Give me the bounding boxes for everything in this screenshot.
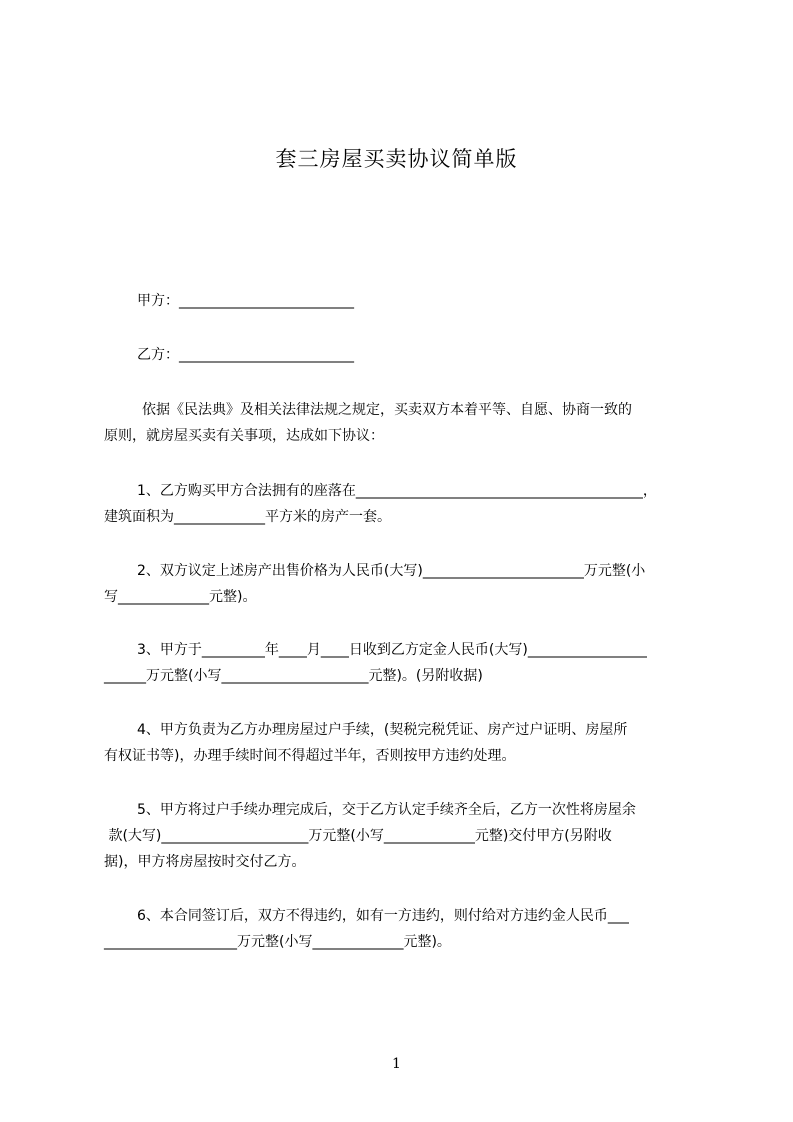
intro-text-2: 原则，就房屋买卖有关事项，达成如下协议： xyxy=(104,428,384,444)
clause-5-text-1: 5、甲方将过户手续办理完成后，交于乙方认定手续齐全后，乙方一次性将房屋余 xyxy=(137,802,636,818)
clause-6-text-1: 6、本合同签订后，双方不得违约，如有一方违约，则付给对方违约金人民币___ xyxy=(137,908,629,924)
intro-text-1: 依据《民法典》及相关法律法规之规定，买卖双方本着平等、自愿、协商一致的 xyxy=(142,402,632,418)
clause-5-text-2: 款(大写)_____________________万元整(小写_____________元整)交付甲方(另附收 xyxy=(104,828,612,844)
clause-4-line-2 xyxy=(0,747,793,801)
clause-3-text-1: 3、甲方于_________年____月____日收到乙方定金人民币(大写)_________________ xyxy=(137,642,647,658)
party-b-text: 乙方：_________________________ xyxy=(137,347,354,363)
clause-4-text-1: 4、甲方负责为乙方办理房屋过户手续，(契税完税凭证、房产过户证明、房屋所 xyxy=(137,722,628,738)
clause-2-text-1: 2、双方议定上述房产出售价格为人民币(大写)_______________________万元整(小 xyxy=(137,563,646,579)
clause-6-line-2 xyxy=(0,933,793,987)
clause-5-line-3 xyxy=(0,853,793,907)
clause-6-text-2: ___________________万元整(小写_____________元整)。 xyxy=(104,934,451,950)
party-a-line xyxy=(0,292,793,346)
clause-1-text-2: 建筑面积为_____________平方米的房产一套。 xyxy=(104,509,391,525)
document-title: 套三房屋买卖协议简单版 xyxy=(275,147,518,171)
clause-5-text-3: 据)，甲方将房屋按时交付乙方。 xyxy=(104,854,306,870)
clause-3-text-2: ______万元整(小写_____________________元整)。(另附收据) xyxy=(104,668,483,684)
clause-1-text-1: 1、乙方购买甲方合法拥有的座落在_________________________________________， xyxy=(137,483,657,499)
party-b-line xyxy=(0,346,793,400)
clause-2-line-2 xyxy=(0,588,793,642)
clause-2-text-2: 写_____________元整)。 xyxy=(104,589,257,605)
party-a-text: 甲方：_________________________ xyxy=(137,293,354,309)
clause-3-line-2 xyxy=(0,667,793,721)
clause-1-line-2 xyxy=(0,508,793,562)
clause-4-text-2: 有权证书等)，办理手续时间不得超过半年，否则按甲方违约处理。 xyxy=(104,748,516,764)
intro-line-2 xyxy=(0,427,793,481)
page-number: 1 xyxy=(392,1056,401,1072)
